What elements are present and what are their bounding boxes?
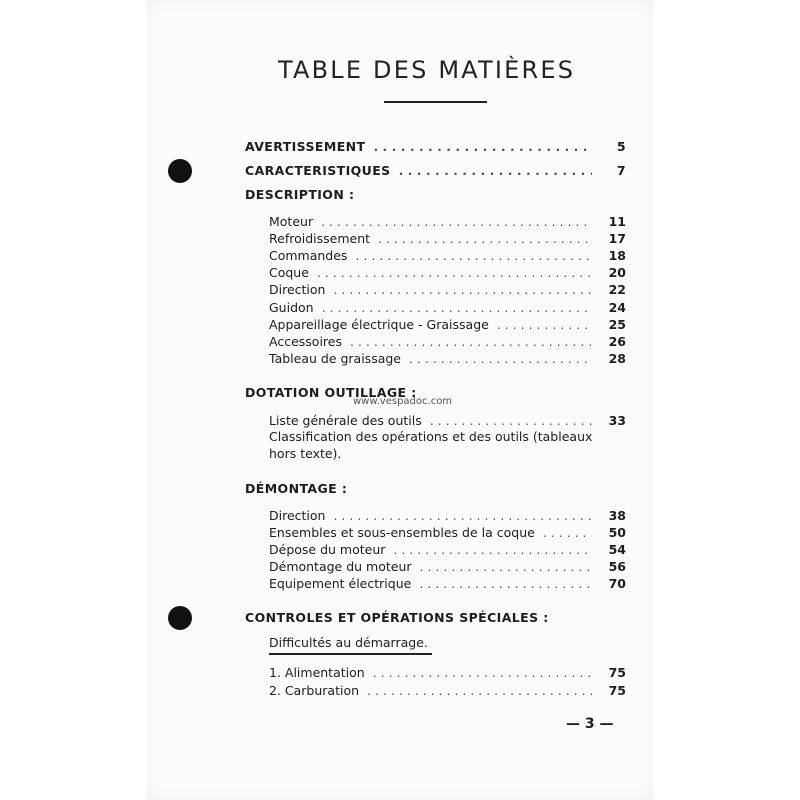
toc-item-label: Coque	[269, 265, 309, 280]
leader-dots	[399, 163, 592, 178]
toc-item-page: 20	[608, 265, 626, 280]
toc-item-label: Tableau de graissage	[269, 351, 401, 366]
toc-item-page: 24	[608, 300, 626, 315]
toc-item	[269, 300, 626, 318]
toc-item-label: Guidon	[269, 300, 314, 315]
toc-item	[269, 317, 626, 335]
toc-item	[269, 351, 626, 369]
toc-item-label: 1. Alimentation	[269, 665, 365, 680]
toc-item-page: 22	[608, 282, 626, 297]
toc-item	[269, 214, 626, 232]
page-title: TABLE DES MATIÈRES	[278, 56, 576, 84]
toc-item	[269, 683, 626, 701]
section-heading-dotation: DOTATION OUTILLAGE :	[245, 385, 417, 400]
toc-item-label: Accessoires	[269, 334, 342, 349]
leader-dots	[420, 559, 592, 574]
toc-item-page: 17	[608, 231, 626, 246]
toc-item-label: Refroidissement	[269, 231, 371, 246]
leader-dots	[350, 334, 592, 349]
toc-entry-page: 7	[616, 163, 626, 178]
toc-item	[269, 282, 626, 300]
toc-item	[269, 231, 626, 249]
toc-item	[269, 665, 626, 683]
toc-item-page: 75	[608, 665, 626, 680]
toc-item	[269, 248, 626, 266]
binder-hole-top	[168, 159, 192, 183]
leader-dots	[543, 525, 592, 540]
toc-note-line: Classification des opérations et des outils (tableaux	[269, 429, 593, 444]
toc-item-label: Dépose du moteur	[269, 542, 386, 557]
section-heading-description: DESCRIPTION :	[245, 187, 355, 202]
toc-item-label: Equipement électrique	[269, 576, 412, 591]
section-heading-demontage: DÉMONTAGE :	[245, 481, 348, 496]
toc-item-page: 26	[608, 334, 626, 349]
toc-item-page: 38	[608, 508, 626, 523]
toc-item-label: Démontage du moteur	[269, 559, 412, 574]
toc-item-label: Ensembles et sous-ensembles de la coque	[269, 525, 535, 540]
toc-item-label: 2. Carburation	[269, 683, 360, 698]
toc-entry-page: 5	[616, 139, 626, 154]
leader-dots	[378, 231, 592, 246]
page-number: — 3 —	[566, 716, 614, 732]
leader-dots	[333, 282, 592, 297]
subsection-heading: Difficultés au démarrage.	[269, 635, 428, 650]
toc-item-label: Direction	[269, 508, 326, 523]
toc-item-page: 56	[608, 559, 626, 574]
leader-dots	[333, 508, 592, 523]
toc-item	[269, 265, 626, 283]
leader-dots	[322, 300, 592, 315]
toc-item-page: 75	[608, 683, 626, 698]
leader-dots	[373, 665, 592, 680]
binder-hole-bottom	[168, 606, 192, 630]
toc-item-page: 50	[608, 525, 626, 540]
toc-item-page: 28	[608, 351, 626, 366]
leader-dots	[419, 576, 592, 591]
toc-item	[269, 559, 626, 577]
leader-dots	[497, 317, 592, 332]
toc-entry-caracteristiques	[245, 163, 626, 181]
toc-item-page: 25	[608, 317, 626, 332]
toc-item	[269, 576, 626, 594]
toc-item	[269, 334, 626, 352]
toc-item-page: 54	[608, 542, 626, 557]
leader-dots	[317, 265, 592, 280]
toc-item	[269, 508, 626, 526]
toc-item	[269, 542, 626, 560]
toc-entry-label: CARACTERISTIQUES	[245, 163, 391, 178]
leader-dots	[373, 139, 592, 154]
section-heading-controles: CONTROLES ET OPÉRATIONS SPÉCIALES :	[245, 610, 549, 625]
toc-item	[269, 525, 626, 543]
toc-item-label: Liste générale des outils	[269, 413, 422, 428]
toc-item-page: 18	[608, 248, 626, 263]
toc-entry-label: AVERTISSEMENT	[245, 139, 366, 154]
toc-item-label: Commandes	[269, 248, 348, 263]
leader-dots	[355, 248, 592, 263]
toc-entry-avertissement	[245, 139, 626, 157]
toc-item-label: Appareillage électrique - Graissage	[269, 317, 489, 332]
toc-item-page: 33	[608, 413, 626, 428]
leader-dots	[409, 351, 592, 366]
subsection-underline	[269, 653, 432, 655]
toc-item-label: Direction	[269, 282, 326, 297]
toc-note-line: hors texte).	[269, 446, 342, 461]
leader-dots	[367, 683, 592, 698]
leader-dots	[430, 413, 592, 428]
toc-item-label: Moteur	[269, 214, 314, 229]
leader-dots	[393, 542, 592, 557]
toc-item-page: 11	[608, 214, 626, 229]
title-underline	[384, 101, 487, 103]
leader-dots	[321, 214, 592, 229]
toc-item-page: 70	[608, 576, 626, 591]
watermark-text: www.vespadoc.com	[353, 396, 453, 407]
